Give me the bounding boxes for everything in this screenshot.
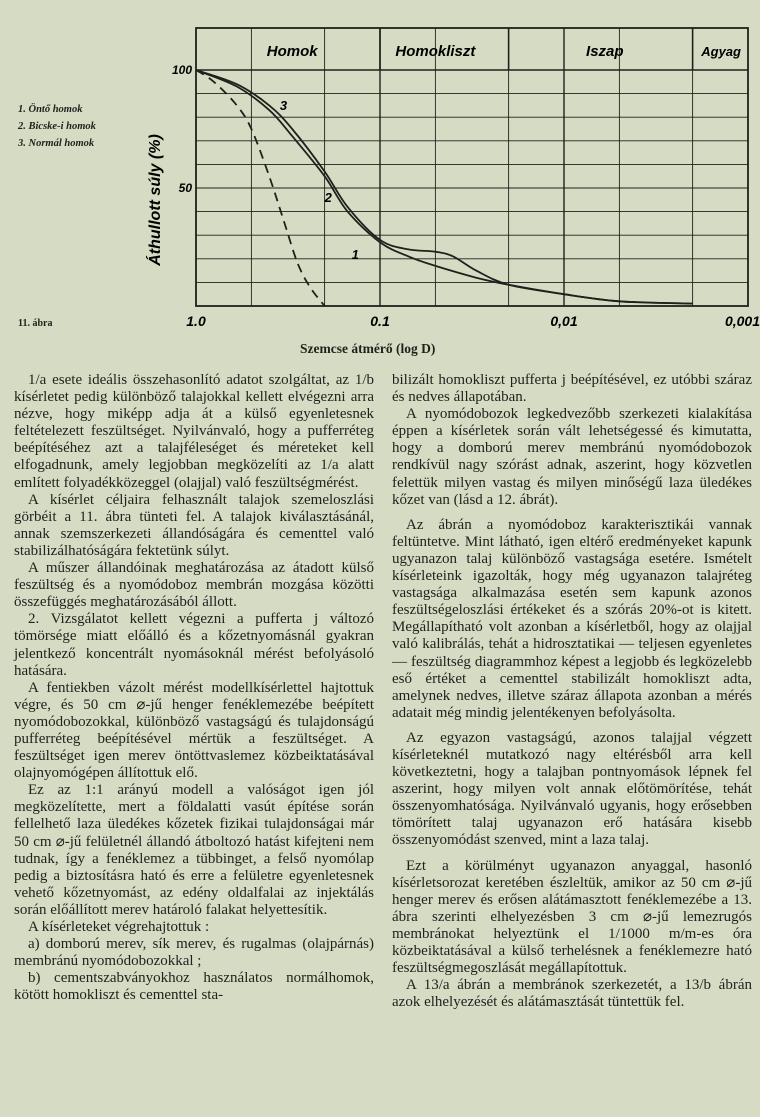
category-label: Homokliszt — [395, 43, 476, 60]
chart-legend — [18, 101, 96, 152]
curve-number-label: 2 — [324, 190, 332, 206]
paragraph: bilizált homokliszt pufferta j beépítésével, ez utóbbi száraz és nedves állapotában. — [392, 372, 752, 406]
paragraph: Az egyazon vastagságú, azonos talajjal végzett kísérleteknél mutatkozó nagy eltérésből arra kell következtetni, hogy a talajban pontnyomások lépnek fel aszerint, hogy milyen volt annak előtömörítése, tehát összenyomhatósága. Nyilvánvaló ugyanis, hogy erősebben tömörített talaj ugyanazon erő hatására kisebb összenyomódást szenved, mint a laza talaj. — [392, 729, 752, 849]
y-tick-label: 50 — [178, 181, 192, 195]
list-item: a) domború merev, sík merev, és rugalmas (olajpárnás) membránú nyomódobozokkal ; — [14, 936, 374, 970]
curve-labels — [280, 98, 359, 262]
grain-size-chart — [0, 0, 760, 340]
figure-11 — [0, 0, 760, 370]
paragraph: A fentiekben vázolt mérést modellkísérlettel hajtottuk végre, és 50 cm ⌀-jű henger fenéklemezébe beépített nyomódobozokkal, különböző vastagságú és tulajdonságú pufferréteg beépítésével mértük a feszültséget. A feszültséget igen merev öntöttvaslemez közbeiktatásával olajnyomógépen állítottuk elő. — [14, 679, 374, 782]
paragraph: A műszer állandóinak meghatározása az átadott külső feszültség és a nyomódoboz membrán mozgása közötti összefüggés meghatározásából állott. — [14, 560, 374, 611]
paragraph: A 13/a ábrán a membránok szerkezetét, a 13/b ábrán azok elhelyezését és alátámasztását tüntettük fel. — [392, 977, 752, 1011]
paragraph: Az ábrán a nyomódoboz karakterisztikái vannak feltüntetve. Mint látható, igen eltérő eredményeket kapunk ugyanazon talaj különböző vastagsága esetére. Ismételt kísérleteink igazolták, hogy még ugyanazon talajréteg vastagsága alkalmazása esetén sem kapunk azonos feszültségeloszlási értékeket és a szórás 20%-ot is kitett. Megállapítható volt azonban a kísérletből, hogy az olajjal való kalibrálás, tehát a hidrosztatikai — teljesen egyenletes — feszültség diagrammhoz képest a legjobb és legközelebb eső értéket a cementtel stabilizált homokliszt adta, amelynek nedves, illetve száraz állapota azonban a mérés adatait még mindig jelentékenyen befolyásolta. — [392, 516, 752, 721]
text-column-right — [392, 372, 752, 1011]
paragraph: 2. Vizsgálatot kellett végezni a pufferta j változó tömörsége miatt előálló és a kőzetnyomásnál gyakran jelentkező koncentrált nyomásoknál mérést befolyásoló hatására. — [14, 611, 374, 679]
category-label: Iszap — [586, 43, 624, 60]
paragraph: Ezt a körülményt ugyanazon anyaggal, hasonló kísérletsorozat keretében észleltük, amikor az 50 cm ⌀-jű henger merev és erősen alátámasztott fenéklemezébe a 13. ábra szerinti elhelyezésben 3 cm ⌀-jű lemezrugós membránokat helyeztünk el 1/1000 m/m-es óra közbeiktatásával a külső terhelésnek a fenéklemezre ható feszültségmegoszlását megállapítottuk. — [392, 857, 752, 977]
category-header — [267, 28, 741, 70]
paragraph: A nyomódobozok legkedvezőbb szerkezeti kialakítása éppen a kísérletek során vált lehetségessé és kimutatta, hogy a domború merev membránú nyomódobozok rendkívül nagy szórást adnak, aszerint, hogy közvetlen felettük milyen vastag és milyen minőségű laza üledékes kőzet van (lásd a 12. ábrát). — [392, 406, 752, 508]
category-label: Agyag — [701, 44, 741, 59]
list-item: b) cementszabványokhoz használatos normálhomok, kötött homokliszt és cementtel sta- — [14, 970, 374, 1004]
category-label: Homok — [266, 43, 318, 60]
curve-number-label: 1 — [351, 246, 359, 262]
legend-item-2: 2. Bicske-i homok — [18, 121, 96, 132]
x-tick-label: 0,01 — [550, 313, 578, 329]
y-axis-title: Áthullott súly (%) — [147, 134, 164, 266]
x-tick-label: 0.1 — [370, 313, 390, 329]
paragraph: Ez az 1:1 arányú modell a valóságot igen jól megközelítette, mert a földalatti vasút építése során fellelhető laza üledékes kőzetek fizikai tulajdonságai már 50 cm ⌀-jű felületnél állandó átboltozó hatást kifejteni nem tudnak, így a fenéklemez a tübbinget, a felső nyomólap pedig a biztosításra ható és erre a felületre egyenletesnek vehető kőzetnyomást, az edény oldalfalai az injektálás során előállított merev határoló falakat helyettesítik. — [14, 782, 374, 918]
paragraph: A kísérleteket végrehajtottuk : — [28, 919, 210, 935]
text-column-left — [14, 372, 374, 1004]
legend-item-1: 1. Öntő homok — [18, 104, 83, 115]
y-axis-ticks — [172, 63, 192, 195]
paragraph: A kísérlet céljaira felhasznált talajok szemeloszlási görbéit a 11. ábra tünteti fel. A talajok kiválasztásánál, annak szemszerkezeti állandóságára és cementtel való stabilizálhatóságára fektetünk súlyt. — [14, 491, 374, 559]
curve-1 — [196, 70, 693, 304]
x-axis-ticks — [186, 313, 760, 329]
paragraph: 1/a esete ideális összehasonlító adatot szolgáltat, az 1/b kísérletet pedig különböző talajokkal kellett elvégezni arra nézve, hogy miképp adja át a külső egyenletesnek feltételezett feszültséget. Nyilvánvaló, hogy a pufferréteg beépítéséhez azt a talajféleséget és méreteket kell elfogadnunk, amely legjobban megközelíti az 1/a alatt említett folyadékközeggel (olajjal) való feszültségmérést. — [14, 372, 374, 491]
y-tick-label: 100 — [171, 63, 192, 77]
chart-grid — [196, 28, 748, 306]
legend-item-3: 3. Normál homok — [18, 138, 95, 149]
x-tick-label: 1.0 — [186, 313, 206, 329]
figure-caption: 11. ábra — [18, 318, 53, 329]
x-tick-label: 0,001 — [724, 313, 760, 329]
x-axis-title: Szemcse átmérő (log D) — [300, 341, 436, 356]
curve-number-label: 3 — [279, 98, 288, 114]
